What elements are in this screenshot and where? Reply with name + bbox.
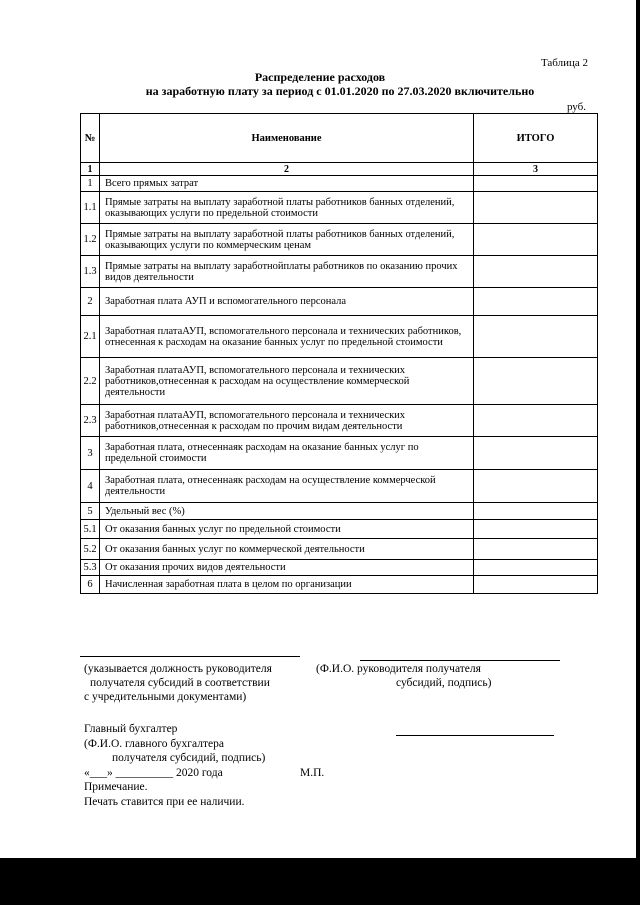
row-number: 1.2 [81,224,100,256]
table-row [81,503,598,520]
head-fio-caption-1: (Ф.И.О. руководителя получателя [316,663,481,675]
scan-bottom-border [0,858,640,905]
currency-unit: руб. [566,101,586,113]
accountant-caption-1: (Ф.И.О. главного бухгалтера [84,738,224,750]
note-text: Печать ставится при ее наличии. [84,796,245,808]
row-name: От оказания банных услуг по предельной стоимости [100,520,474,539]
scan-edge [636,0,640,858]
row-name: Всего прямых затрат [100,176,474,192]
row-name: Прямые затраты на выплату заработной платы работников банных отделений, оказывающих услуги по коммерческим ценам [100,224,474,256]
signature-line-accountant [396,735,554,736]
row-total [474,358,598,405]
signature-line-head [360,660,560,661]
row-name: Удельный вес (%) [100,503,474,520]
row-name: Заработная платаАУП, вспомогательного персонала и технических работников,отнесенная к расходам на осуществление коммерческой деятельности [100,358,474,405]
accountant-caption-2: получателя субсидий, подпись) [112,752,266,764]
row-total [474,520,598,539]
row-name: Заработная плата, отнесеннаяк расходам на осуществление коммерческой деятельности [100,470,474,503]
row-number: 2 [81,288,100,316]
row-name: Заработная платаАУП, вспомогательного персонала и технических работников, отнесенная к расходам на оказание банных услуг по предельной стоимости [100,316,474,358]
table-row [81,470,598,503]
row-total [474,576,598,594]
row-name: От оказания банных услуг по коммерческой деятельности [100,539,474,560]
row-name: Прямые затраты на выплату заработной платы работников банных отделений, оказывающих услуги по предельной стоимости [100,192,474,224]
document-subtitle: на заработную плату за период с 01.01.2020 по 27.03.2020 включительно [145,84,535,98]
table-row [81,405,598,437]
row-number: 2.3 [81,405,100,437]
column-index-row [81,163,598,176]
table-row [81,288,598,316]
row-number: 2.1 [81,316,100,358]
header-total: ИТОГО [474,114,598,163]
row-total [474,176,598,192]
row-total [474,503,598,520]
column-index: 1 [81,163,100,176]
row-name: Заработная платаАУП, вспомогательного персонала и технических работников,отнесенная к расходам по прочим видам деятельности [100,405,474,437]
row-total [474,256,598,288]
table-header-row [81,114,598,163]
table-row [81,576,598,594]
row-name: Прямые затраты на выплату заработнойплаты работников по оказанию прочих видов деятельности [100,256,474,288]
accountant-title: Главный бухгалтер [84,723,178,735]
row-total [474,316,598,358]
row-total [474,437,598,470]
row-total [474,192,598,224]
row-number: 5.2 [81,539,100,560]
row-total [474,405,598,437]
row-number: 1.1 [81,192,100,224]
row-name: От оказания прочих видов деятельности [100,560,474,576]
table-label: Таблица 2 [540,57,588,69]
head-fio-caption-2: субсидий, подпись) [396,677,492,689]
table-row [81,316,598,358]
table-row [81,560,598,576]
note-title: Примечание. [84,781,148,793]
table-row [81,176,598,192]
table-row [81,256,598,288]
table-row [81,192,598,224]
row-number: 2.2 [81,358,100,405]
table-row [81,539,598,560]
row-number: 1.3 [81,256,100,288]
header-name: Наименование [100,114,474,163]
row-total [474,560,598,576]
row-number: 5 [81,503,100,520]
column-index: 3 [474,163,598,176]
header-number: № [81,114,100,163]
row-number: 4 [81,470,100,503]
row-total [474,224,598,256]
document-title: Распределение расходов [254,70,386,84]
row-number: 5.1 [81,520,100,539]
stamp-place: М.П. [300,767,325,779]
row-name: Заработная плата, отнесеннаяк расходам на оказание банных услуг по предельной стоимости [100,437,474,470]
row-number: 5.3 [81,560,100,576]
column-index: 2 [100,163,474,176]
table-row [81,224,598,256]
date-line: «___» __________ 2020 года [84,767,223,779]
row-name: Начисленная заработная плата в целом по организации [100,576,474,594]
row-total [474,470,598,503]
signature-line-position [80,656,300,657]
row-total [474,288,598,316]
head-position-caption-1: (указывается должность руководителя [84,663,272,675]
row-total [474,539,598,560]
table-row [81,358,598,405]
row-number: 1 [81,176,100,192]
table-row [81,520,598,539]
head-position-caption-2: получателя субсидий в соответствии [90,677,270,689]
row-number: 3 [81,437,100,470]
row-number: 6 [81,576,100,594]
row-name: Заработная плата АУП и вспомогательного персонала [100,288,474,316]
head-position-caption-3: с учредительными документами) [84,691,247,703]
table-row [81,437,598,470]
salary-distribution-table [80,113,598,594]
